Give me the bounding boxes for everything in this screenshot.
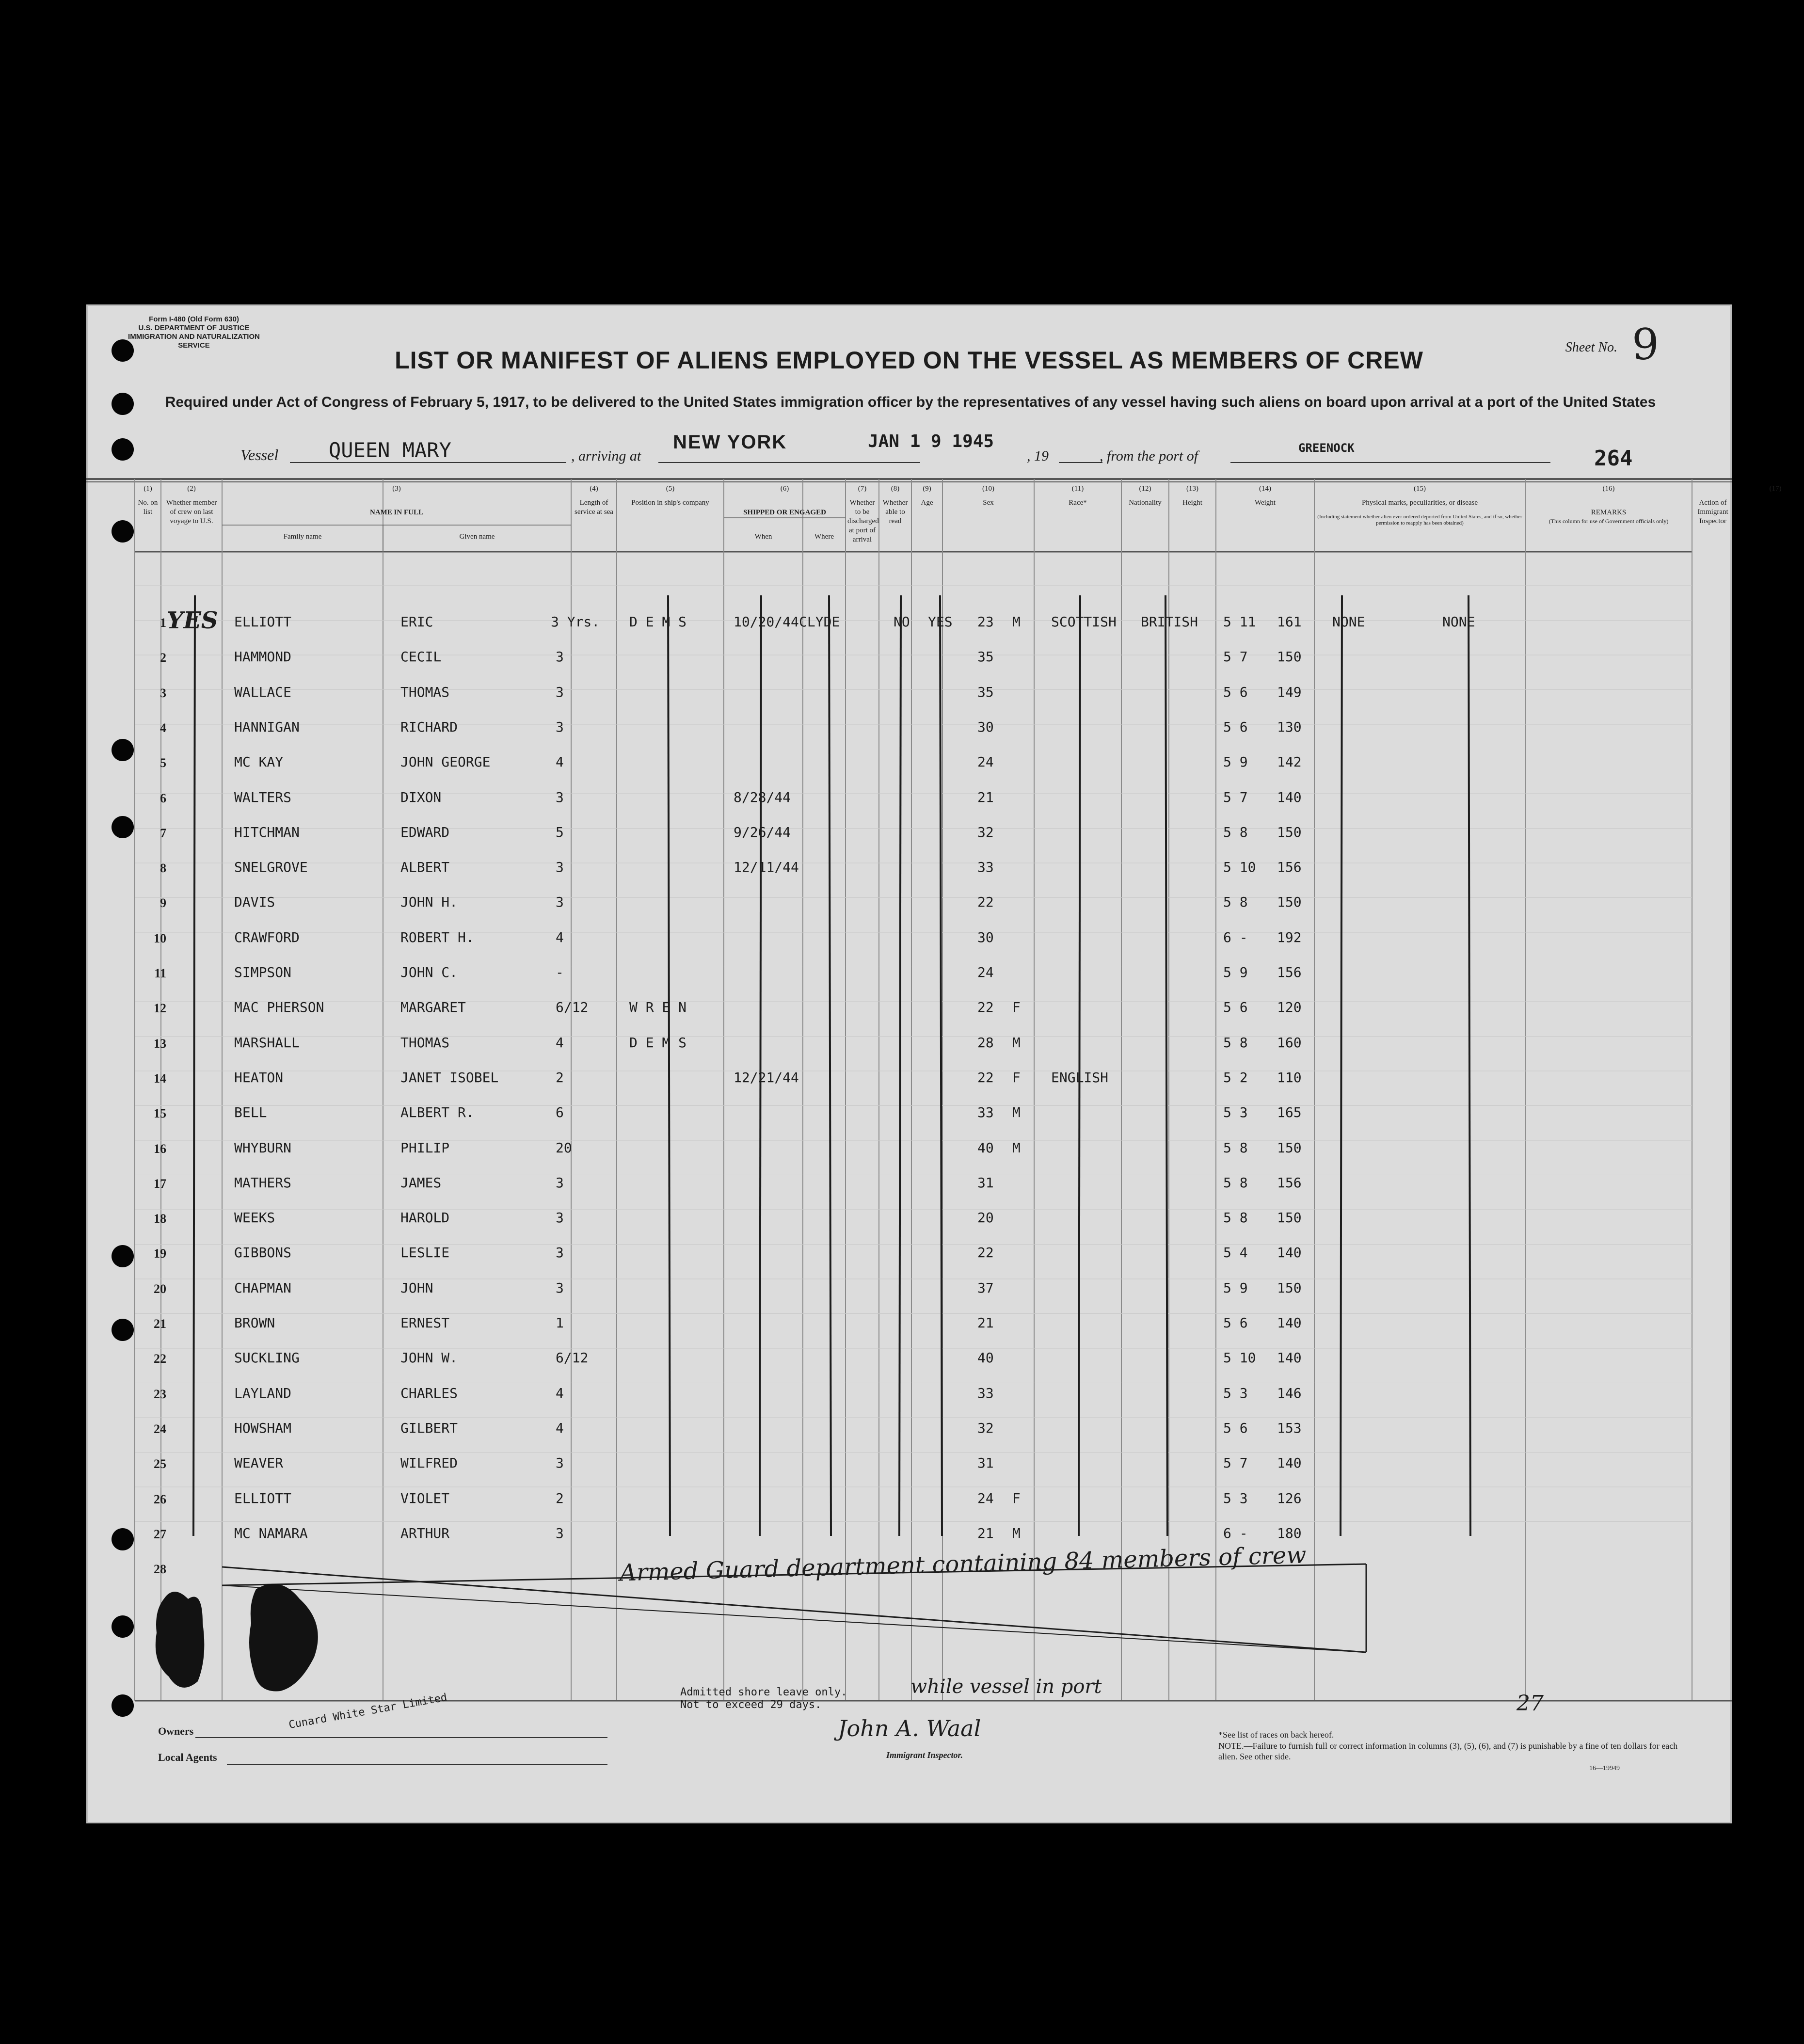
position-cell: D E M S — [629, 1034, 687, 1051]
discharged-cell: NO — [894, 614, 910, 630]
family-name-cell: HEATON — [234, 1069, 284, 1086]
local-agents-label: Local Agents — [158, 1751, 217, 1763]
service-length-cell: 3 — [556, 1210, 564, 1226]
given-name-cell: ARTHUR — [400, 1525, 450, 1541]
column-header: Physical marks, peculiarities, or disease — [1361, 499, 1478, 507]
weight-cell: 153 — [1277, 1420, 1302, 1436]
family-name-cell: ELLIOTT — [234, 614, 292, 630]
weight-cell: 126 — [1277, 1490, 1302, 1506]
races-note: *See list of races on back hereof. — [1218, 1730, 1334, 1740]
service-length-cell: 2 — [556, 1490, 564, 1506]
weight-cell: 149 — [1277, 684, 1302, 700]
family-name-cell: DAVIS — [234, 894, 275, 910]
column-header: Position in ship's company — [631, 499, 709, 507]
age-cell: 30 — [977, 929, 994, 945]
service-length-cell: 3 — [556, 1245, 564, 1261]
family-name-cell: WALLACE — [234, 684, 292, 700]
shore-leave-stamp: Admitted shore leave only. Not to exceed 29 days. — [680, 1686, 847, 1711]
vessel-label: Vessel — [240, 446, 279, 463]
physical-marks-cell: NONE — [1332, 614, 1365, 630]
action-note: (This column for use of Government officials only) — [1549, 518, 1669, 525]
row-number: 27 — [154, 1527, 166, 1541]
service-length-cell: 3 — [556, 649, 564, 665]
given-name-cell: DIXON — [400, 789, 442, 805]
column-header: Whether able to read — [882, 499, 908, 525]
column-number: (4) — [590, 485, 598, 493]
column-header: Whether to be discharged at port of arrival — [847, 499, 879, 543]
column-header: No. on list — [138, 499, 158, 516]
row-number: 3 — [160, 686, 166, 700]
when-header: When — [754, 533, 772, 541]
row-number: 24 — [154, 1421, 166, 1436]
service-length-cell: 4 — [556, 929, 564, 945]
given-name-cell: LESLIE — [400, 1245, 450, 1261]
shipped-where-cell: CLYDE — [799, 614, 840, 630]
column-header: Length of service at sea — [575, 499, 613, 516]
prev-voyage-cell: YES — [167, 607, 218, 634]
page-stamp: 264 — [1594, 446, 1633, 471]
height-cell: 5 6 — [1223, 1315, 1248, 1331]
height-cell: 5 11 — [1223, 614, 1256, 630]
inspector-label: Immigrant Inspector. — [886, 1750, 963, 1760]
arrival-port: NEW YORK — [673, 431, 787, 453]
owners-label: Owners — [158, 1725, 194, 1737]
ditto-stroke — [899, 595, 901, 1536]
race-cell: SCOTTISH — [1051, 614, 1117, 630]
service-length-cell: 4 — [556, 1385, 564, 1401]
age-cell: 31 — [977, 1455, 994, 1471]
given-name-cell: VIOLET — [400, 1490, 450, 1506]
given-name-cell: WILFRED — [400, 1455, 458, 1471]
column-number: (3) — [392, 485, 401, 493]
agent-stamp: Cunard White Star Limited — [287, 1691, 448, 1731]
column-number: (9) — [923, 485, 931, 493]
ditto-stroke — [940, 595, 942, 1536]
column-number: (8) — [891, 485, 900, 493]
row-number: 1 — [160, 616, 166, 630]
weight-cell: 146 — [1277, 1385, 1302, 1401]
weight-cell: 130 — [1277, 719, 1302, 735]
shipped-when-cell: 10/20/44 — [734, 614, 799, 630]
column-number: (11) — [1071, 485, 1084, 493]
weight-cell: 140 — [1277, 1245, 1302, 1261]
given-name-cell: THOMAS — [400, 684, 450, 700]
family-name-cell: WEEKS — [234, 1210, 275, 1226]
sex-cell: M — [1012, 1104, 1021, 1121]
column-number: (16) — [1602, 485, 1615, 493]
column-number: (6) — [780, 485, 789, 493]
year-label: , 19 — [1027, 448, 1049, 464]
column-number: (7) — [858, 485, 867, 493]
service-length-cell: 3 — [556, 789, 564, 805]
sheet-number-value: 9 — [1632, 319, 1659, 369]
column-header: Sex — [983, 499, 994, 507]
age-cell: 33 — [977, 1385, 994, 1401]
service-length-cell: 6 — [556, 1104, 564, 1121]
weight-cell: 150 — [1277, 1210, 1302, 1226]
height-cell: 5 4 — [1223, 1245, 1248, 1261]
column-header: Action of Immigrant Inspector — [1697, 499, 1728, 525]
ditto-stroke — [760, 595, 761, 1536]
row-number: 8 — [160, 861, 166, 876]
service-length-cell: - — [556, 964, 564, 980]
family-name-cell: MC NAMARA — [234, 1525, 308, 1541]
service-length-cell: 6/12 — [556, 999, 589, 1016]
weight-cell: 165 — [1277, 1104, 1302, 1121]
arriving-label: , arriving at — [571, 448, 641, 464]
family-name-cell: HITCHMAN — [234, 824, 300, 840]
penalty-note: NOTE.—Failure to furnish full or correct information in columns (3), (5), (6), and (7) is punishable by a fine of ten dollars for each alien. See other side. — [1218, 1741, 1678, 1761]
family-name-cell: WALTERS — [234, 789, 292, 805]
column-number: (14) — [1259, 485, 1271, 493]
service-length-cell: 20 — [556, 1139, 572, 1156]
family-name-cell: WHYBURN — [234, 1139, 292, 1156]
family-name-cell: BROWN — [234, 1315, 275, 1331]
height-cell: 5 10 — [1223, 859, 1256, 876]
given-name-cell: ALBERT R. — [400, 1104, 474, 1121]
row-number: 14 — [154, 1071, 166, 1086]
family-name-cell: GIBBONS — [234, 1245, 292, 1261]
sex-cell: F — [1012, 999, 1021, 1016]
sex-cell: M — [1012, 614, 1021, 630]
row-number: 10 — [154, 931, 166, 945]
row-number: 23 — [154, 1387, 166, 1401]
ditto-stroke — [1341, 595, 1342, 1536]
column-number: (5) — [666, 485, 675, 493]
family-name-cell: CRAWFORD — [234, 929, 300, 945]
sheet-label: Sheet No. — [1565, 340, 1617, 355]
service-length-cell: 2 — [556, 1069, 564, 1086]
weight-cell: 192 — [1277, 929, 1302, 945]
family-name-cell: ELLIOTT — [234, 1490, 292, 1506]
row-number: 28 — [154, 1562, 166, 1577]
service-length-cell: 3 — [556, 859, 564, 876]
age-cell: 20 — [977, 1210, 994, 1226]
ditto-stroke — [829, 595, 831, 1536]
height-cell: 5 7 — [1223, 789, 1248, 805]
family-name-cell: LAYLAND — [234, 1385, 292, 1401]
family-name-cell: SUCKLING — [234, 1350, 300, 1366]
column-number: (15) — [1414, 485, 1426, 493]
service-length-cell: 3 — [556, 684, 564, 700]
service-length-cell: 4 — [556, 1420, 564, 1436]
given-name-cell: HAROLD — [400, 1210, 450, 1226]
row-number: 25 — [154, 1457, 166, 1471]
department-name: U.S. DEPARTMENT OF JUSTICE — [138, 324, 250, 332]
weight-cell: 180 — [1277, 1525, 1302, 1541]
given-name-cell: EDWARD — [400, 824, 450, 840]
weight-cell: 156 — [1277, 964, 1302, 980]
sex-cell: F — [1012, 1069, 1021, 1086]
given-name-cell: JOHN C. — [400, 964, 458, 980]
weight-cell: 150 — [1277, 1139, 1302, 1156]
height-cell: 5 3 — [1223, 1490, 1248, 1506]
family-name-cell: SNELGROVE — [234, 859, 308, 876]
row-number: 16 — [154, 1141, 166, 1156]
family-name-cell: SIMPSON — [234, 964, 292, 980]
ditto-stroke — [1079, 595, 1080, 1536]
column-number: (13) — [1186, 485, 1198, 493]
armed-guard-note: Armed Guard department containing 84 members of crew — [619, 1541, 1307, 1587]
weight-cell: 156 — [1277, 1174, 1302, 1191]
row-number: 20 — [154, 1281, 166, 1296]
weight-cell: 150 — [1277, 824, 1302, 840]
family-name-cell: HANNIGAN — [234, 719, 300, 735]
manifest-sheet — [86, 304, 1782, 1823]
family-name-cell: MATHERS — [234, 1174, 292, 1191]
height-cell: 5 8 — [1223, 1210, 1248, 1226]
service-name: IMMIGRATION AND NATURALIZATION SERVICE — [128, 333, 260, 350]
given-name-cell: JOHN — [400, 1279, 433, 1296]
age-cell: 24 — [977, 964, 994, 980]
family-name-cell: MC KAY — [234, 754, 284, 770]
given-name-cell: ROBERT H. — [400, 929, 474, 945]
age-cell: 24 — [977, 1490, 994, 1506]
ditto-stroke — [1469, 595, 1470, 1536]
family-name-header: Family name — [283, 533, 322, 541]
service-length-cell: 3 — [556, 1525, 564, 1541]
service-length-cell: 1 — [556, 1315, 564, 1331]
height-cell: 5 3 — [1223, 1385, 1248, 1401]
height-cell: 6 - — [1223, 1525, 1248, 1541]
form-code: 16—19949 — [1589, 1765, 1620, 1772]
sex-cell: M — [1012, 1139, 1021, 1156]
height-cell: 5 3 — [1223, 1104, 1248, 1121]
position-cell: D E M S — [629, 614, 687, 630]
race-cell: ENGLISH — [1051, 1069, 1109, 1086]
row-number: 13 — [154, 1036, 166, 1051]
row-number: 4 — [160, 720, 166, 735]
date-stamp: JAN 1 9 1945 — [868, 431, 994, 451]
age-cell: 40 — [977, 1350, 994, 1366]
service-length-cell: 6/12 — [556, 1350, 589, 1366]
weight-cell: 120 — [1277, 999, 1302, 1016]
sex-cell: M — [1012, 1525, 1021, 1541]
inspector-signature: John A. Waal — [838, 1715, 981, 1741]
weight-cell: 140 — [1277, 789, 1302, 805]
height-cell: 5 6 — [1223, 719, 1248, 735]
sex-cell: F — [1012, 1490, 1021, 1506]
column-number: (2) — [187, 485, 196, 493]
height-cell: 5 8 — [1223, 894, 1248, 910]
row-number: 15 — [154, 1106, 166, 1121]
weight-cell: 150 — [1277, 649, 1302, 665]
able-to-read-cell: YES — [928, 614, 953, 630]
weight-cell: 142 — [1277, 754, 1302, 770]
height-cell: 5 9 — [1223, 754, 1248, 770]
column-header: Weight — [1255, 499, 1276, 507]
age-cell: 35 — [977, 684, 994, 700]
row-number: 5 — [160, 756, 166, 770]
given-name-cell: PHILIP — [400, 1139, 450, 1156]
age-cell: 22 — [977, 1245, 994, 1261]
given-name-cell: JAMES — [400, 1174, 442, 1191]
service-length-cell: 3 — [556, 1174, 564, 1191]
age-cell: 24 — [977, 754, 994, 770]
given-name-cell: RICHARD — [400, 719, 458, 735]
age-cell: 22 — [977, 999, 994, 1016]
column-number: (12) — [1139, 485, 1151, 493]
age-cell: 33 — [977, 859, 994, 876]
height-cell: 5 6 — [1223, 684, 1248, 700]
column-header: REMARKS — [1591, 509, 1627, 516]
height-cell: 5 6 — [1223, 999, 1248, 1016]
strike-line — [222, 1585, 1366, 1652]
age-cell: 21 — [977, 789, 994, 805]
service-length-cell: 4 — [556, 754, 564, 770]
row-number: 2 — [160, 651, 166, 665]
row-number: 9 — [160, 896, 166, 910]
given-name-cell: MARGARET — [400, 999, 466, 1016]
weight-cell: 150 — [1277, 1279, 1302, 1296]
age-cell: 32 — [977, 824, 994, 840]
column-number: (17) — [1769, 485, 1782, 493]
column-number: (1) — [144, 485, 152, 493]
shipped-when-cell: 12/11/44 — [734, 859, 799, 876]
row-number: 18 — [154, 1212, 166, 1226]
from-port-label: , from the port of — [1100, 448, 1198, 464]
family-name-cell: MARSHALL — [234, 1034, 300, 1051]
column-number: (10) — [982, 485, 994, 493]
height-cell: 5 8 — [1223, 824, 1248, 840]
age-cell: 21 — [977, 1315, 994, 1331]
family-name-cell: MAC PHERSON — [234, 999, 324, 1016]
given-name-cell: JOHN GEORGE — [400, 754, 491, 770]
row-number: 12 — [154, 1001, 166, 1016]
height-cell: 5 8 — [1223, 1034, 1248, 1051]
requirement-text: Required under Act of Congress of February 5, 1917, to be delivered to the United States immigration officer by the representatives of any vessel having such aliens on board upon arrival at a port of the United States — [165, 394, 1656, 410]
shipped-when-cell: 8/28/44 — [734, 789, 791, 805]
family-name-cell: HAMMOND — [234, 649, 292, 665]
sex-cell: M — [1012, 1034, 1021, 1051]
page-title: LIST OR MANIFEST OF ALIENS EMPLOYED ON THE VESSEL AS MEMBERS OF CREW — [395, 347, 1423, 374]
family-name-cell: CHAPMAN — [234, 1279, 292, 1296]
height-cell: 5 7 — [1223, 649, 1248, 665]
given-name-cell: JANET ISOBEL — [400, 1069, 499, 1086]
age-cell: 33 — [977, 1104, 994, 1121]
height-cell: 5 6 — [1223, 1420, 1248, 1436]
height-cell: 5 7 — [1223, 1455, 1248, 1471]
position-cell: W R E N — [629, 999, 687, 1016]
age-cell: 32 — [977, 1420, 994, 1436]
wax-seal — [135, 1570, 338, 1701]
row-number: 11 — [154, 966, 166, 980]
given-name-cell: GILBERT — [400, 1420, 458, 1436]
family-name-cell: WEAVER — [234, 1455, 284, 1471]
departure-port: GREENOCK — [1298, 441, 1355, 455]
given-name-cell: ERIC — [400, 614, 433, 630]
column-header: Whether member of crew on last voyage to U.S. — [166, 499, 217, 525]
service-length-cell: 3 — [556, 1279, 564, 1296]
height-cell: 5 10 — [1223, 1350, 1256, 1366]
weight-cell: 161 — [1277, 614, 1302, 630]
vessel-name: QUEEN MARY — [329, 438, 451, 462]
weight-cell: 150 — [1277, 894, 1302, 910]
row-number: 19 — [154, 1246, 166, 1261]
column-header: Age — [921, 499, 933, 507]
weight-cell: 156 — [1277, 859, 1302, 876]
given-name-cell: JOHN H. — [400, 894, 458, 910]
given-name-cell: ALBERT — [400, 859, 450, 876]
ditto-stroke — [668, 595, 670, 1536]
row-number: 22 — [154, 1352, 166, 1366]
where-header: Where — [814, 533, 834, 541]
given-name-cell: ERNEST — [400, 1315, 450, 1331]
column-header: SHIPPED OR ENGAGED — [743, 509, 826, 516]
age-cell: 22 — [977, 1069, 994, 1086]
age-cell: 23 — [977, 614, 994, 630]
age-cell: 21 — [977, 1525, 994, 1541]
shore-leave-note: while vessel in port — [910, 1676, 1102, 1698]
ditto-stroke — [1165, 595, 1167, 1536]
weight-cell: 140 — [1277, 1455, 1302, 1471]
ditto-stroke — [193, 595, 195, 1536]
shipped-when-cell: 9/26/44 — [734, 824, 791, 840]
age-cell: 28 — [977, 1034, 994, 1051]
weight-cell: 140 — [1277, 1315, 1302, 1331]
height-cell: 5 8 — [1223, 1174, 1248, 1191]
given-name-cell: JOHN W. — [400, 1350, 458, 1366]
given-name-cell: CHARLES — [400, 1385, 458, 1401]
weight-cell: 140 — [1277, 1350, 1302, 1366]
service-length-cell: 3 — [556, 894, 564, 910]
given-name-header: Given name — [459, 533, 495, 541]
nationality-cell: BRITISH — [1141, 614, 1198, 630]
service-length-cell: 5 — [556, 824, 564, 840]
age-cell: 30 — [977, 719, 994, 735]
row-number: 17 — [154, 1176, 166, 1191]
column-header: NAME IN FULL — [369, 509, 423, 516]
row-number: 7 — [160, 826, 166, 840]
family-name-cell: HOWSHAM — [234, 1420, 292, 1436]
remarks-cell: NONE — [1442, 614, 1475, 630]
column-header: Race* — [1069, 499, 1087, 507]
column-header: Height — [1182, 499, 1202, 507]
row-number: 26 — [154, 1492, 166, 1506]
given-name-cell: THOMAS — [400, 1034, 450, 1051]
height-cell: 5 9 — [1223, 964, 1248, 980]
row-number: 21 — [154, 1317, 166, 1331]
service-length-cell: 3 Yrs. — [551, 614, 600, 630]
age-cell: 40 — [977, 1139, 994, 1156]
service-length-cell: 3 — [556, 1455, 564, 1471]
row-number: 6 — [160, 791, 166, 805]
height-cell: 5 8 — [1223, 1139, 1248, 1156]
given-name-cell: CECIL — [400, 649, 442, 665]
height-cell: 5 9 — [1223, 1279, 1248, 1296]
height-cell: 6 - — [1223, 929, 1248, 945]
form-number: Form I-480 (Old Form 630) — [149, 315, 239, 323]
family-name-cell: BELL — [234, 1104, 267, 1121]
weight-cell: 110 — [1277, 1069, 1302, 1086]
height-cell: 5 2 — [1223, 1069, 1248, 1086]
age-cell: 22 — [977, 894, 994, 910]
weight-cell: 160 — [1277, 1034, 1302, 1051]
age-cell: 37 — [977, 1279, 994, 1296]
column-header: Nationality — [1129, 499, 1162, 507]
remarks-note: (Including statement whether alien ever ordered deported from United States, and if so, whether permission to reapply has been obtained) — [1317, 514, 1522, 526]
service-length-cell: 3 — [556, 719, 564, 735]
crew-count-note: 27 — [1517, 1691, 1544, 1716]
shipped-when-cell: 12/21/44 — [734, 1069, 799, 1086]
age-cell: 35 — [977, 649, 994, 665]
service-length-cell: 4 — [556, 1034, 564, 1051]
age-cell: 31 — [977, 1174, 994, 1191]
